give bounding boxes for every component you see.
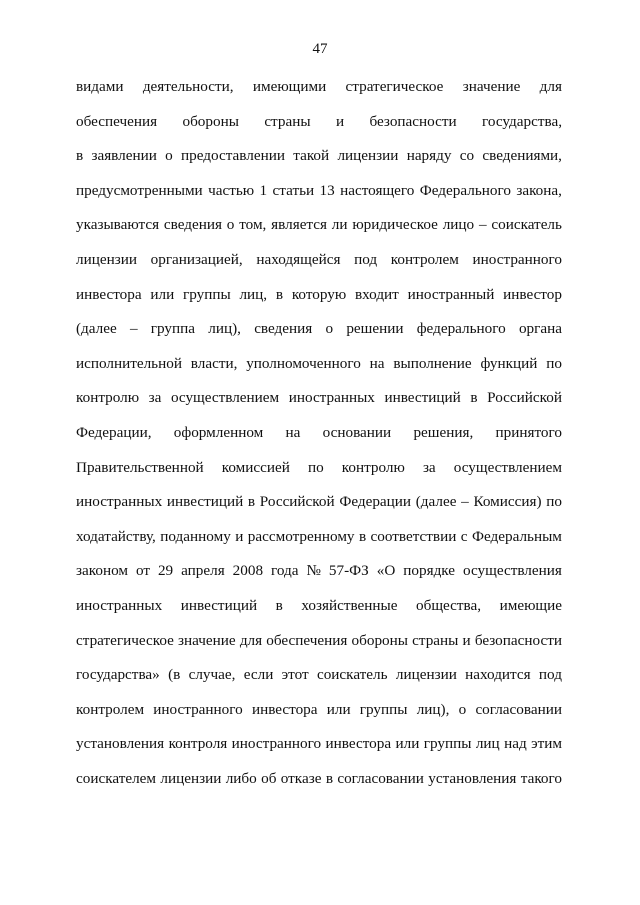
word: в [76, 147, 84, 165]
word: безопасности [474, 631, 562, 649]
word: иностранных [288, 389, 375, 407]
word: в [275, 285, 284, 303]
word: и [462, 631, 471, 649]
text-line [76, 665, 562, 700]
word: находится [465, 666, 531, 684]
word: инвестиций [166, 493, 244, 511]
word: порядке [403, 562, 456, 580]
text-line [76, 596, 562, 631]
text-line [76, 700, 562, 735]
word: по [307, 458, 324, 476]
word: осуществлением [453, 458, 562, 476]
word: осуществлением [170, 389, 280, 407]
word: хозяйственные [301, 596, 398, 614]
word: том, [239, 216, 267, 234]
word: иностранный [407, 285, 495, 303]
word: инвестор [503, 285, 562, 303]
word: группа [150, 320, 196, 338]
word: обеспечения [76, 112, 158, 130]
word: лиц, [239, 285, 268, 303]
word: для [539, 78, 562, 95]
document-body [76, 77, 562, 803]
word: стратегическое [76, 631, 174, 649]
word: иностранного [231, 735, 322, 753]
word: для [239, 631, 263, 649]
word: настоящего [340, 181, 415, 199]
word: обеспечения [266, 631, 348, 649]
word: сведениями, [482, 147, 562, 165]
word: согласовании [475, 700, 562, 718]
word: лиц [475, 735, 500, 753]
word: лиц), [416, 700, 450, 718]
word: лицо [442, 216, 475, 234]
text-line [76, 631, 562, 666]
word: осуществления [463, 562, 562, 580]
word: – [129, 320, 138, 338]
word: принятого [495, 423, 562, 441]
word: инвестора [76, 285, 142, 303]
word: инвестора [325, 735, 392, 753]
word: апреля [181, 562, 225, 580]
word: лицензии [160, 769, 222, 787]
text-line [76, 77, 562, 112]
word: обороны [182, 112, 239, 130]
word: в [470, 389, 478, 407]
word: видами [76, 78, 124, 95]
text-line [76, 527, 562, 562]
text-line [76, 561, 562, 596]
word: значение [462, 78, 521, 95]
word: федерального [416, 320, 506, 338]
word: Федерального [419, 181, 511, 199]
word: (в [168, 666, 181, 684]
word: – [461, 493, 469, 511]
word: группы [359, 700, 408, 718]
word: власти, [190, 354, 238, 372]
word: и [335, 112, 345, 130]
word: № [306, 562, 321, 580]
word: имеющими [252, 78, 327, 95]
word: по [546, 354, 562, 372]
word: на [369, 354, 385, 372]
word: установления [76, 735, 165, 753]
word: этим [531, 735, 562, 753]
word: рассмотренному [247, 527, 355, 545]
word: имеющие [499, 596, 562, 614]
word: выполнение [393, 354, 472, 372]
word: случае, [188, 666, 236, 684]
word: на [285, 423, 301, 441]
word: Комиссия) [473, 493, 542, 511]
word: соискатель [491, 216, 562, 234]
word: безопасности [369, 112, 457, 130]
word: сведения [163, 216, 222, 234]
word: за [148, 389, 162, 407]
word: государства, [482, 112, 562, 130]
word: комиссией [221, 458, 290, 476]
word: установления [428, 769, 517, 787]
word: страны [264, 112, 311, 130]
word: «О [376, 562, 396, 580]
word: организацией, [150, 250, 243, 268]
word: иностранных [76, 596, 163, 614]
word: соискатель [316, 666, 388, 684]
word: обороны [351, 631, 408, 649]
word: в [358, 527, 367, 545]
word: о [458, 700, 467, 718]
word: соответствии [370, 527, 457, 545]
word: лиц), [208, 320, 241, 338]
word: стратегическое [345, 78, 444, 95]
word: которую [291, 285, 347, 303]
word: лицензии [337, 147, 399, 165]
word: контролю [341, 458, 405, 476]
word: ходатайству, [76, 527, 156, 545]
word: этот [281, 666, 309, 684]
word: страны [412, 631, 459, 649]
word: 57-ФЗ [328, 562, 369, 580]
word: в [247, 493, 256, 511]
text-line [76, 458, 562, 493]
text-line [76, 734, 562, 769]
word: закона, [516, 181, 562, 199]
word: основании [322, 423, 392, 441]
text-line [76, 250, 562, 285]
word: под [538, 666, 562, 684]
word: такого [520, 769, 562, 787]
text-line [76, 285, 562, 320]
word: группы [182, 285, 231, 303]
text-line [76, 319, 562, 354]
word: о [165, 147, 173, 165]
word: (далее [76, 320, 117, 338]
word: в [275, 596, 283, 614]
text-line [76, 423, 562, 458]
word: Российской [487, 389, 562, 407]
word: иностранных [76, 493, 163, 511]
word: контролем [76, 700, 145, 718]
word: Правительственной [76, 458, 204, 476]
word: от [135, 562, 150, 580]
word: предусмотренными [76, 181, 203, 199]
word: инвестиций [180, 596, 258, 614]
word: юридическое [352, 216, 438, 234]
word: входит [354, 285, 399, 303]
word: со [459, 147, 475, 165]
word: лицензии [395, 666, 457, 684]
word: находящейся [256, 250, 341, 268]
word: о [325, 320, 334, 338]
word: отказе [280, 769, 322, 787]
word: частью [208, 181, 255, 199]
word: предоставлении [181, 147, 285, 165]
word: иностранного [153, 700, 243, 718]
word: функций [480, 354, 538, 372]
word: инвестиций [384, 389, 461, 407]
word: законом [76, 562, 128, 580]
word: инвестора [251, 700, 318, 718]
word: года [271, 562, 299, 580]
word: с [460, 527, 468, 545]
word: или [150, 285, 175, 303]
word: общества, [416, 596, 482, 614]
word: соискателем [76, 769, 157, 787]
word: 29 [157, 562, 174, 580]
word: согласовании [337, 769, 424, 787]
word: 1 [259, 181, 268, 199]
word: оформленном [173, 423, 264, 441]
word: и [235, 527, 244, 545]
word: поданному [160, 527, 231, 545]
word: статьи [272, 181, 315, 199]
word: либо [225, 769, 257, 787]
word: контролем [390, 250, 459, 268]
word: деятельности, [142, 78, 234, 95]
word: такой [293, 147, 330, 165]
word: значение [178, 631, 236, 649]
word: решения, [413, 423, 474, 441]
word: ли [331, 216, 348, 234]
word: или [326, 700, 351, 718]
word: или [395, 735, 420, 753]
word: 2008 [232, 562, 264, 580]
text-line [76, 769, 562, 804]
word: контролю [76, 389, 140, 407]
word: сведения [254, 320, 313, 338]
word: (далее [415, 493, 457, 511]
text-line [76, 146, 562, 181]
word: группы [423, 735, 472, 753]
word: 13 [319, 181, 335, 199]
word: над [504, 735, 527, 753]
word: лицензии [76, 250, 137, 268]
text-line [76, 388, 562, 423]
word: за [422, 458, 436, 476]
text-line [76, 112, 562, 147]
text-line [76, 215, 562, 250]
word: если [243, 666, 274, 684]
page-number: 47 [312, 41, 328, 57]
word: органа [518, 320, 562, 338]
word: в [325, 769, 333, 787]
word: иностранного [472, 250, 562, 268]
word: об [261, 769, 277, 787]
word: Федерации [339, 493, 412, 511]
word: является [271, 216, 327, 234]
text-line [76, 181, 562, 216]
word: Федеральным [471, 527, 562, 545]
word: Российской [259, 493, 335, 511]
word: уполномоченного [246, 354, 361, 372]
word: по [546, 493, 562, 511]
word: Федерации, [76, 423, 152, 441]
word: наряду [406, 147, 452, 165]
word: о [226, 216, 235, 234]
word: решении [346, 320, 404, 338]
word: исполнительной [76, 354, 182, 372]
word: государства» [76, 666, 160, 684]
text-line [76, 492, 562, 527]
word: указываются [76, 216, 160, 234]
word: заявлении [91, 147, 157, 165]
word: под [354, 250, 378, 268]
word: – [478, 216, 487, 234]
text-line [76, 354, 562, 389]
word: контроля [168, 735, 228, 753]
